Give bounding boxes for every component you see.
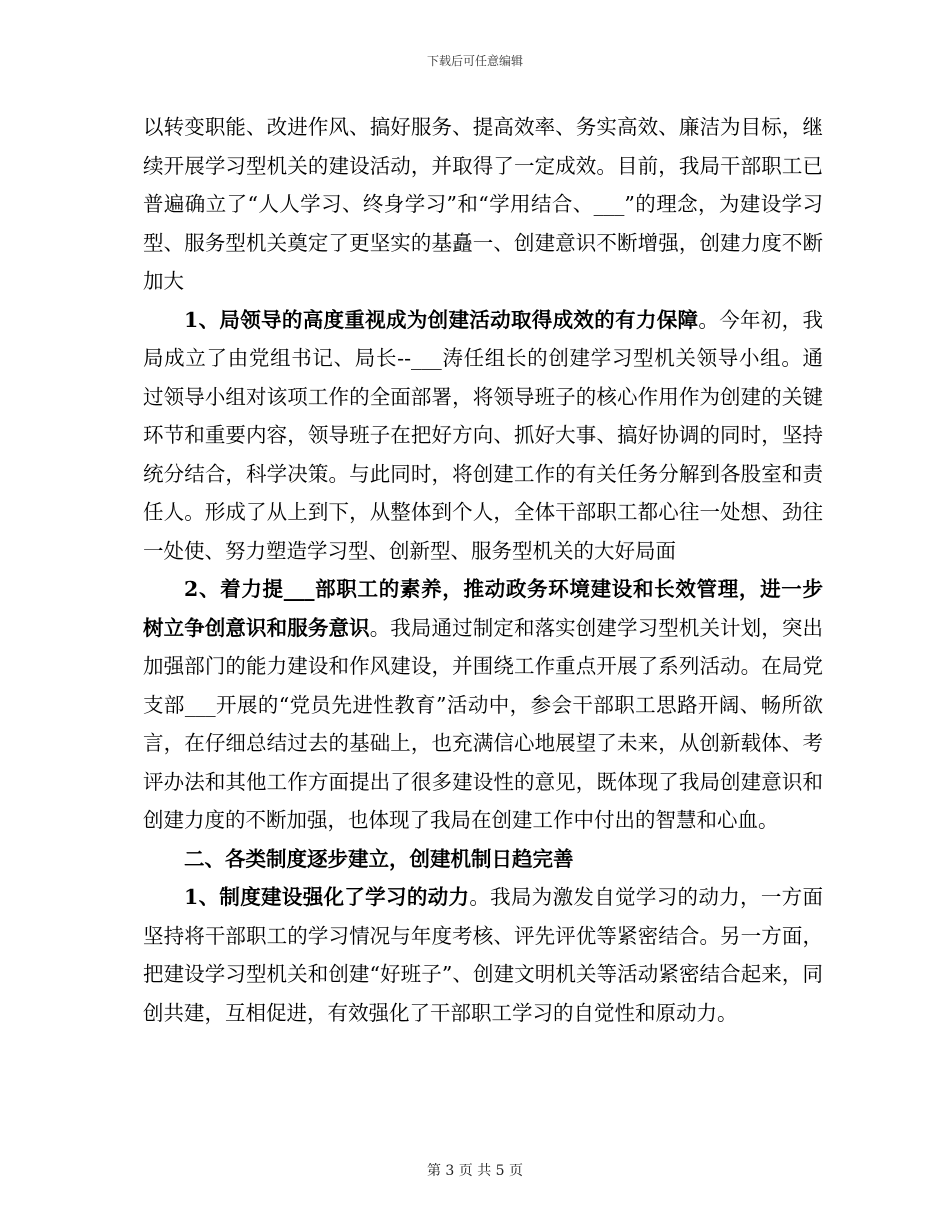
paragraph-system-building bbox=[143, 878, 823, 1032]
paragraph-staff-quality bbox=[143, 570, 823, 840]
section-heading-systems: 二、各类制度逐步建立，创建机制日趋完善 bbox=[184, 846, 574, 871]
page-number: 第 3 页 共 5 页 bbox=[426, 1163, 524, 1179]
paragraph-leadership-heading: 1、局领导的高度重视成为创建活动取得成效的有力保障 bbox=[184, 307, 699, 332]
paragraph-leadership-text: 。今年初，我局成立了由党组书记、局长--___涛任组长的创建学习型机关领导小组。通过领导小组对该项工作的全面部署，将领导班子的核心作用作为创建的关键环节和重要内容，领导班子在把好方向、抓好大事、搞好协调的同时，坚持统分结合，科学决策。与此同时，将创建工作的有关任务分解到各股室和责任人。形成了从上到下，从整体到个人，全体干部职工都心往一处想、劲往一处使、努力塑造学习型、创新型、服务型机关的大好局面 bbox=[143, 307, 823, 563]
paragraph-staff-quality-text: 。我局通过制定和落实创建学习型机关计划，突出加强部门的能力建设和作风建设，并围绕工作重点开展了系列活动。在局党支部___开展的“党员先进性教育”活动中，参会干部职工思路开阔、畅所欲言，在仔细总结过去的基础上，也充满信心地展望了未来，从创新载体、考评办法和其他工作方面提出了很多建设性的意见，既体现了我局创建意识和创建力度的不断加强，也体现了我局在创建工作中付出的智慧和心血。 bbox=[143, 615, 823, 832]
intro-paragraph: 以转变职能、改进作风、搞好服务、提高效率、务实高效、廉洁为目标，继续开展学习型机关的建设活动，并取得了一定成效。目前，我局干部职工已普遍确立了“人人学习、终身学习”和“学用结合、___”的理念，为建设学习型、服务型机关奠定了更坚实的基矗一、创建意识不断增强，创建力度不断加大 bbox=[143, 115, 823, 293]
paragraph-system-building-heading: 1、制度建设强化了学习的动力 bbox=[184, 885, 470, 909]
paragraph-system-building-text: 。我局为激发自觉学习的动力，一方面坚持将干部职工的学习情况与年度考核、评先评优等紧密结合。另一方面，把建设学习型机关和创建“好班子”、创建文明机关等活动紧密结合起来，同创共建，互相促进，有效强化了干部职工学习的自觉性和原动力。 bbox=[143, 885, 824, 1025]
page-header-note: 下载后可任意编辑 bbox=[426, 54, 523, 68]
paragraph-staff-quality-heading: 2、着力提___部职工的素养，推动政务环境建设和长效管理，进一步树立争创意识和服务意识 bbox=[143, 577, 823, 640]
document-body bbox=[143, 108, 823, 1032]
paragraph-leadership bbox=[143, 301, 823, 571]
